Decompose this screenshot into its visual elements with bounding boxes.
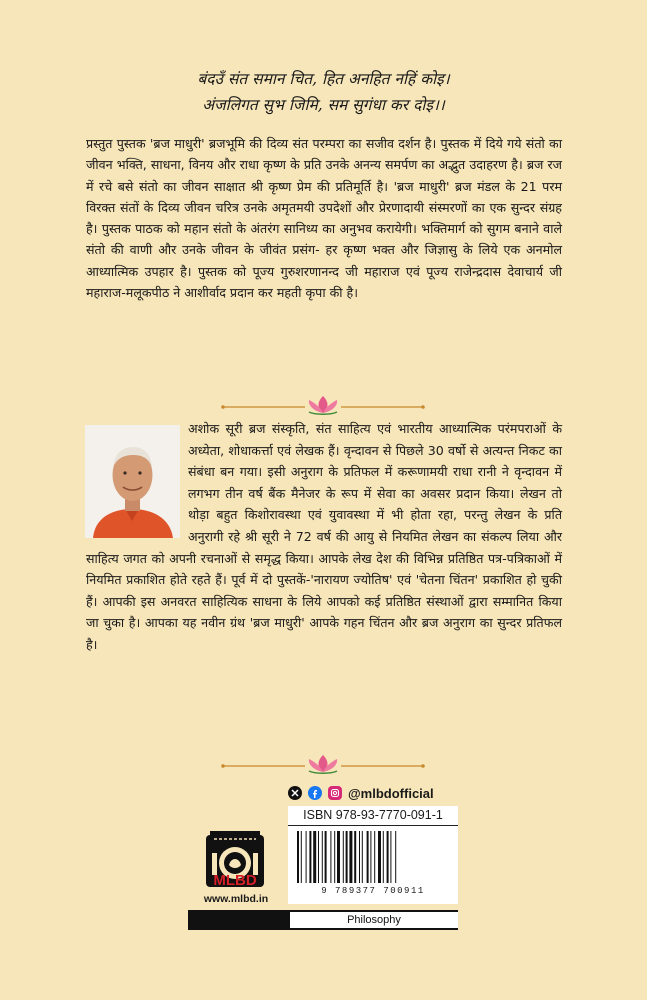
- opening-couplet: [0, 66, 647, 118]
- book-description: प्रस्तुत पुस्तक 'ब्रज माधुरी' ब्रजभूमि की दिव्य संत परम्परा का सजीव दर्शन है। पुस्तक में दिये गये संतो का जीवन भक्ति, साधना, विनय और राधा कृष्ण के प्रति उनके अनन्य समर्पण का अद्भुत उदाहरण है। ब्रज रज में रचे बसे संतो का जीवन साक्षात श्री कृष्ण प्रेम की प्रतिमूर्ति है। 'ब्रज माधुरी' ब्रज मंडल के 21 परम विरक्त संतों के दिव्य जीवन चरित्र उनके अमृतमयी उपदेशों और प्रेरणादायी संस्मरणों का एक सुन्दर संग्रह है। पुस्तक पाठक को महान संतो के अंतरंग सानिध्य का अनुभव करायेगी। भक्तिमार्ग को सुगम बनाने वाले संतो की वाणी और उनके जीवन के जीवंत प्रसंग- हर कृष्ण भक्त और जिज्ञासु के लिये एक अनमोल आध्यात्मिक उपहार है। पुस्तक को पूज्य गुरुशरणानन्द जी महाराज एवं पूज्य राजेन्द्रदास देवाचार्य जी महाराज-मलूकपीठ ने आशीर्वाद प्रदान कर महती कृपा की है।: [86, 136, 562, 301]
- barcode-digits: 9 789377 700911: [321, 886, 425, 896]
- couplet-line-1: बंदउँ संत समान चित, हित अनहित नहिं कोइ।: [197, 70, 450, 88]
- facebook-icon[interactable]: [308, 786, 322, 800]
- barcode-icon: [297, 831, 449, 887]
- author-bio-text: अशोक सूरी ब्रज संस्कृति, संत साहित्य एवं भारतीय आध्यात्मिक परंमपराओं के अध्येता, शोधाकर्त्ता एवं लेखक हैं। वृन्दावन से पिछले 30 वर्षो से अत्यन्त निकट का संबंधा बन गया। इसी अनुराग के प्रतिफल में करूणामयी राधा रानी ने वृन्दावन में लगभग तीन वर्ष बैंक मैनेजर के रूप में सेवा का अवसर प्रदान किया। लेखन तो थोड़ा बहुत किशोरावस्था एवं युवावस्था में भी होता रहा, परन्तु लेखन के प्रति अनुरागी रहे श्री सूरी ने 72 वर्ष की आयु से नियमित लेखन का संकल्प लिया और साहित्य जगत को अपनी रचनाओं से समृद्ध किया। आपके लेख देश की विभिन्न प्रतिष्ठित पत्र-पत्रिकाओं में नियमित प्रकाशित होते रहते हैं। पूर्व में दो पुस्तकें-'नारायण ज्योतिष' एवं 'चेतना चिंतन' प्रकाशित हो चुकी हैं। आपकी इस अनवरत साहित्यिक साधना के लिये आपको कई प्रतिष्ठित संस्थाओं द्वारा सम्मानित किया जा चुका है। आपका यह नवीन ग्रंथ 'ब्रज माधुरी' आपके गहन चिंतन और ब्रज अनुराग का सुन्दर प्रतिफल है।: [86, 421, 562, 652]
- publisher-url[interactable]: www.mlbd.in: [203, 893, 269, 905]
- social-handle[interactable]: @mlbdofficial: [348, 785, 434, 801]
- category-label: Philosophy: [290, 912, 458, 928]
- couplet-line-2: अंजलिगत सुभ जिमि, सम सुगंधा कर दोइ।।: [202, 96, 445, 114]
- x-icon[interactable]: [288, 786, 302, 800]
- author-bio: [86, 418, 562, 656]
- lotus-divider-icon: [217, 753, 429, 775]
- social-links: [288, 783, 468, 803]
- lotus-divider-icon: [217, 394, 429, 416]
- publisher-name: MLBD: [213, 872, 257, 889]
- isbn-label: ISBN 978-93-7770-091-1: [288, 806, 458, 826]
- instagram-icon[interactable]: [328, 786, 342, 800]
